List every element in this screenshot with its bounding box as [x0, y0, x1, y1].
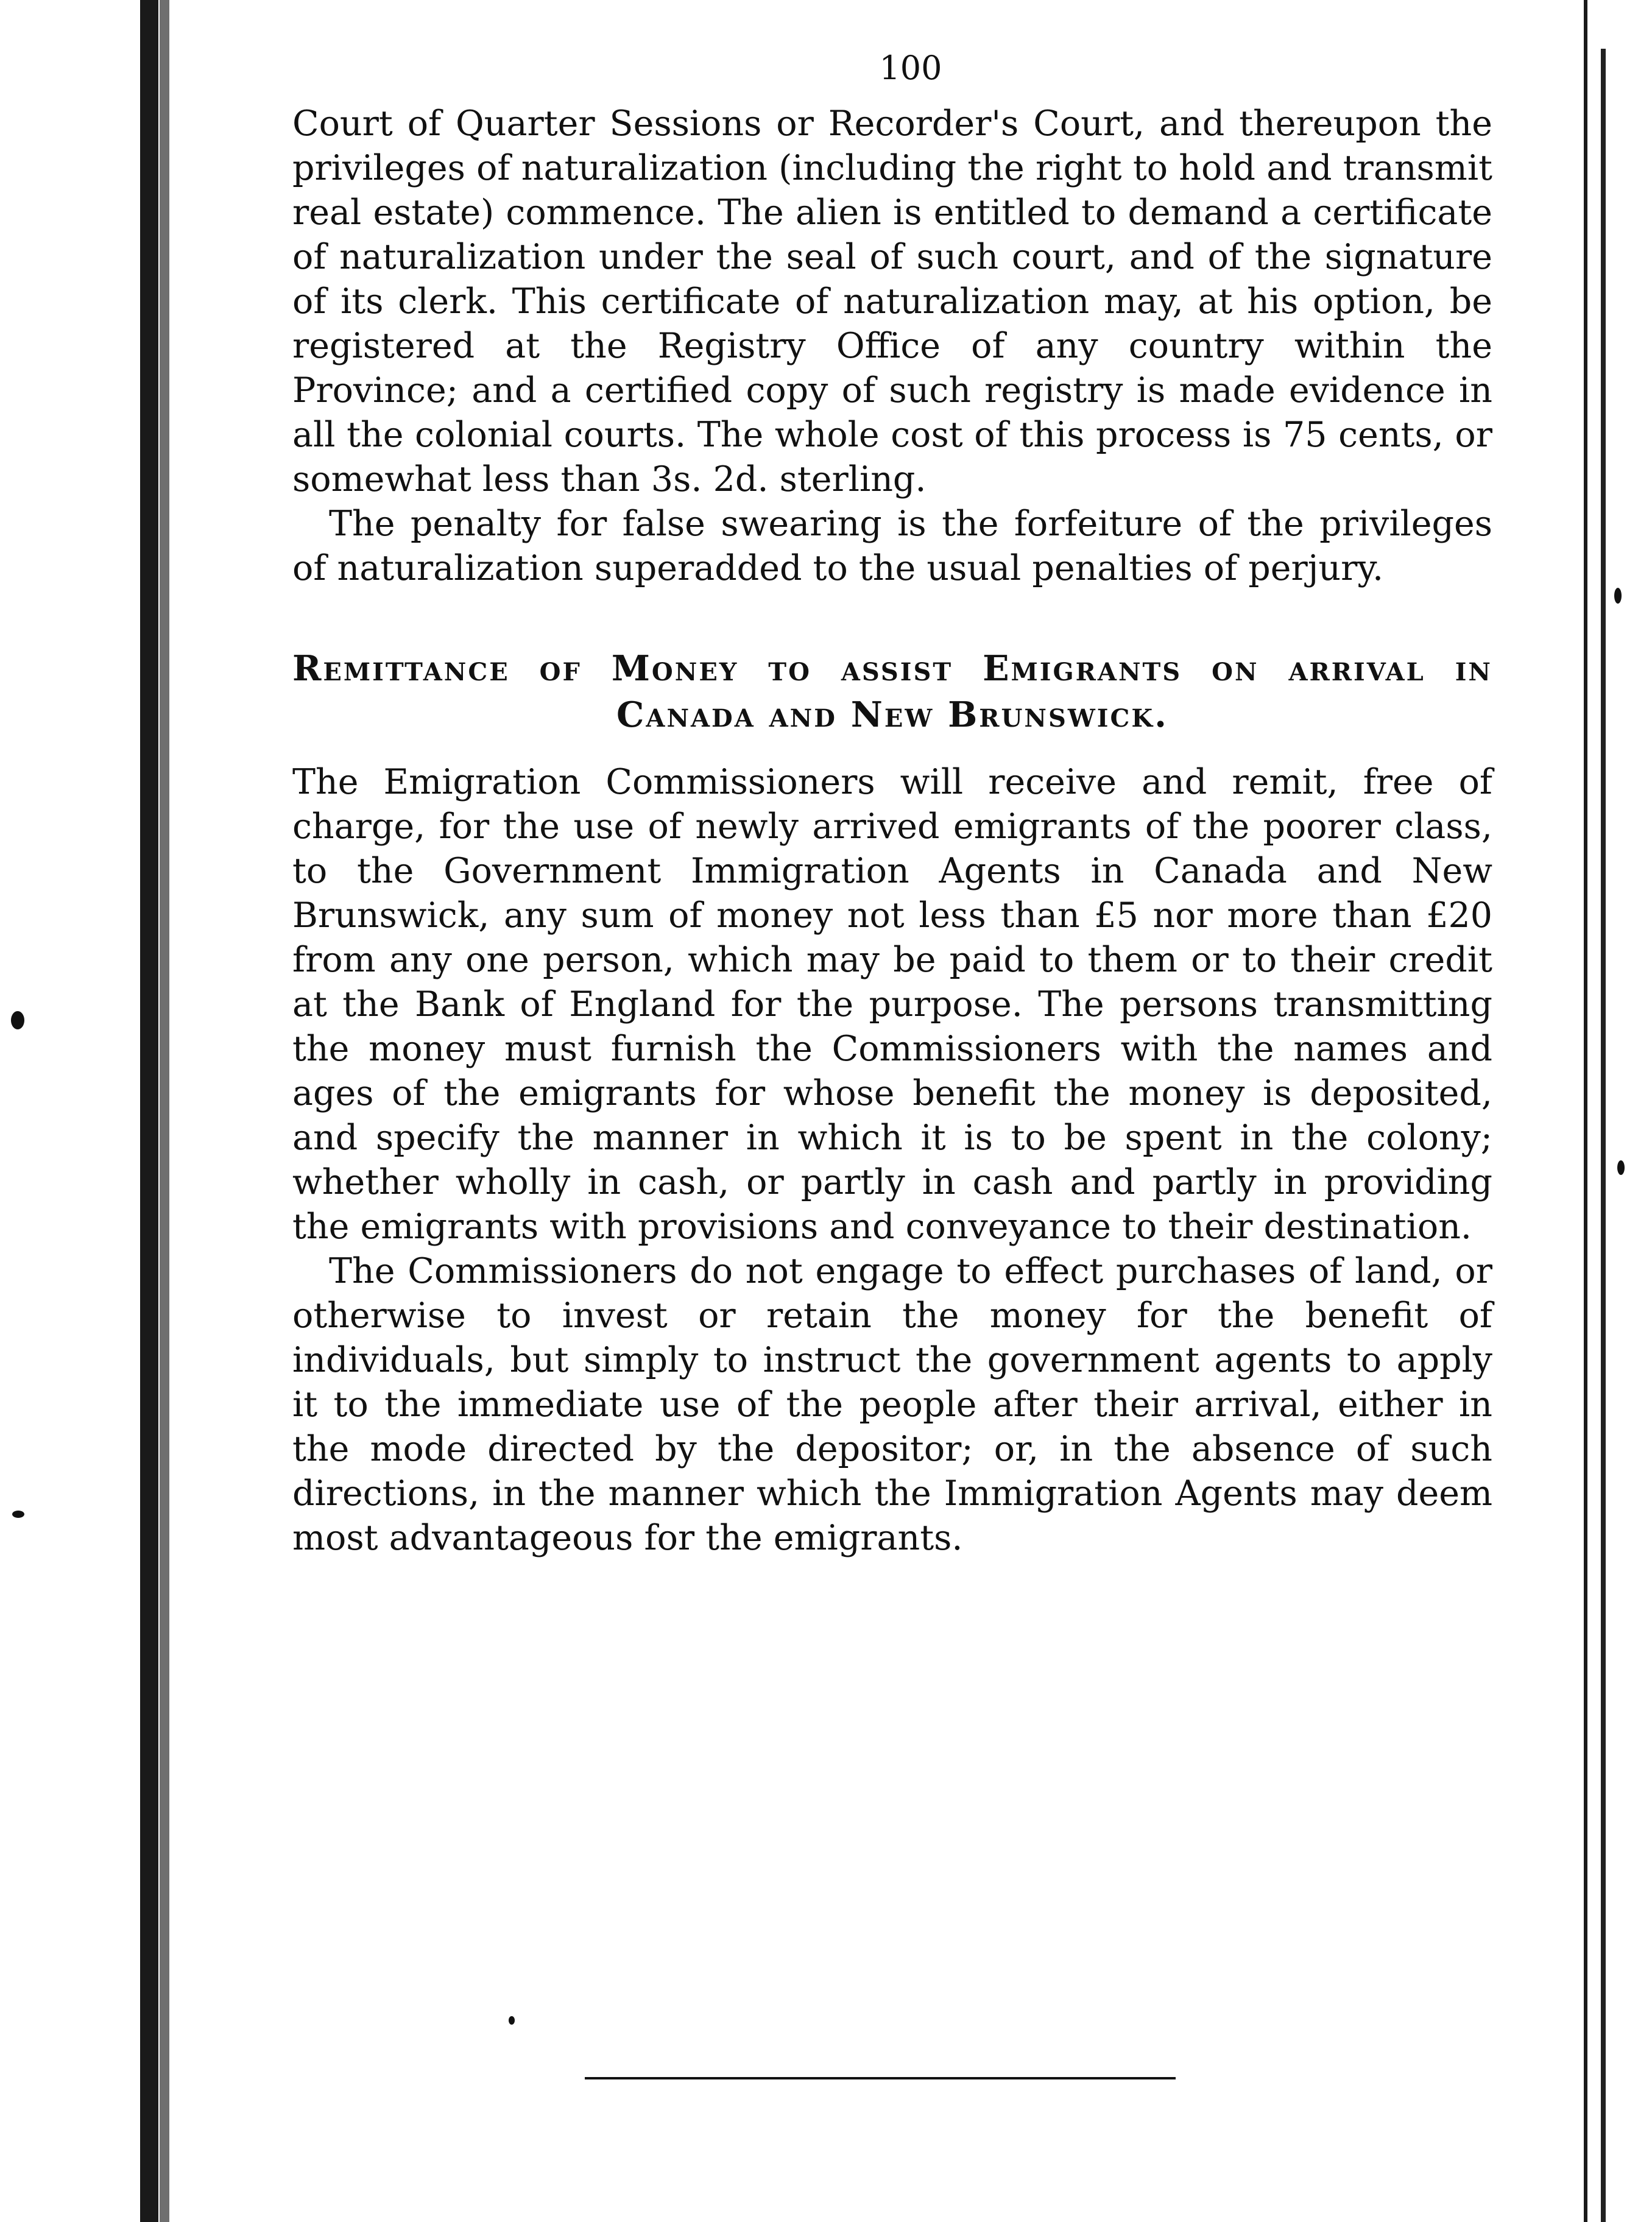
body-paragraph: The Commissioners do not engage to effect purchases of land, or otherwise to invest or retain the money for the benefit of individuals, but simply to instruct the government agents to apply it to the immediate use of the people after their arrival, either in the mode directed by the depositor; or, in the absence of such directions, in the manner which the Immigration Agents may deem most advantageous for the emigrants.: [292, 1251, 1492, 1558]
section-heading-line-2: Canada and New Brunswick.: [616, 694, 1168, 735]
end-rule: [585, 2077, 1176, 2079]
book-page: [292, 49, 1492, 1561]
page-edge-line: [1584, 0, 1587, 2222]
scan-left-margin: [0, 0, 101, 2222]
section-heading: [292, 646, 1492, 738]
binding-shadow-inner: [160, 0, 169, 2222]
scan-speck: [1614, 588, 1622, 604]
page-number: 100: [879, 49, 942, 87]
binding-shadow: [140, 0, 158, 2222]
next-page-edge: [1601, 49, 1606, 2222]
body-paragraph: The penalty for false swearing is the forfeiture of the privileges of naturalization superadded to the usual penalties of perjury.: [292, 504, 1492, 588]
scan-speck: [11, 1011, 24, 1029]
body-paragraph: The Emigration Commissioners will receive and remit, free of charge, for the use of newly arrived emigrants of the poorer class, to the Government Immigration Agents in Canada and New Brunswick, any sum of money not less than £5 nor more than £20 from any one person, which may be paid to them or to their credit at the Bank of England for the purpose. The persons transmitting the money must furnish the Commissioners with the names and ages of the emigrants for whose benefit the money is deposited, and specify the manner in which it is to be spent in the colony; whether wholly in cash, or partly in cash and partly in providing the emigrants with provisions and conveyance to their destination.: [292, 762, 1492, 1247]
scan-speck: [12, 1511, 24, 1518]
scan-speck: [1617, 1160, 1625, 1175]
section-heading-line-1: Remittance of Money to assist Emigrants on arrival in: [292, 648, 1492, 689]
body-paragraph: Court of Quarter Sessions or Recorder's Court, and thereupon the privileges of naturalization (including the right to hold and transmit real estate) commence. The alien is entitled to demand a certificate of naturalization under the seal of such court, and of the signature of its clerk. This certificate of naturalization may, at his option, be registered at the Registry Office of any country within the Province; and a certified copy of such registry is made evidence in all the colonial courts. The whole cost of this process is 75 cents, or somewhat less than 3s. 2d. sterling.: [292, 104, 1492, 499]
scan-speck: [509, 2016, 515, 2025]
